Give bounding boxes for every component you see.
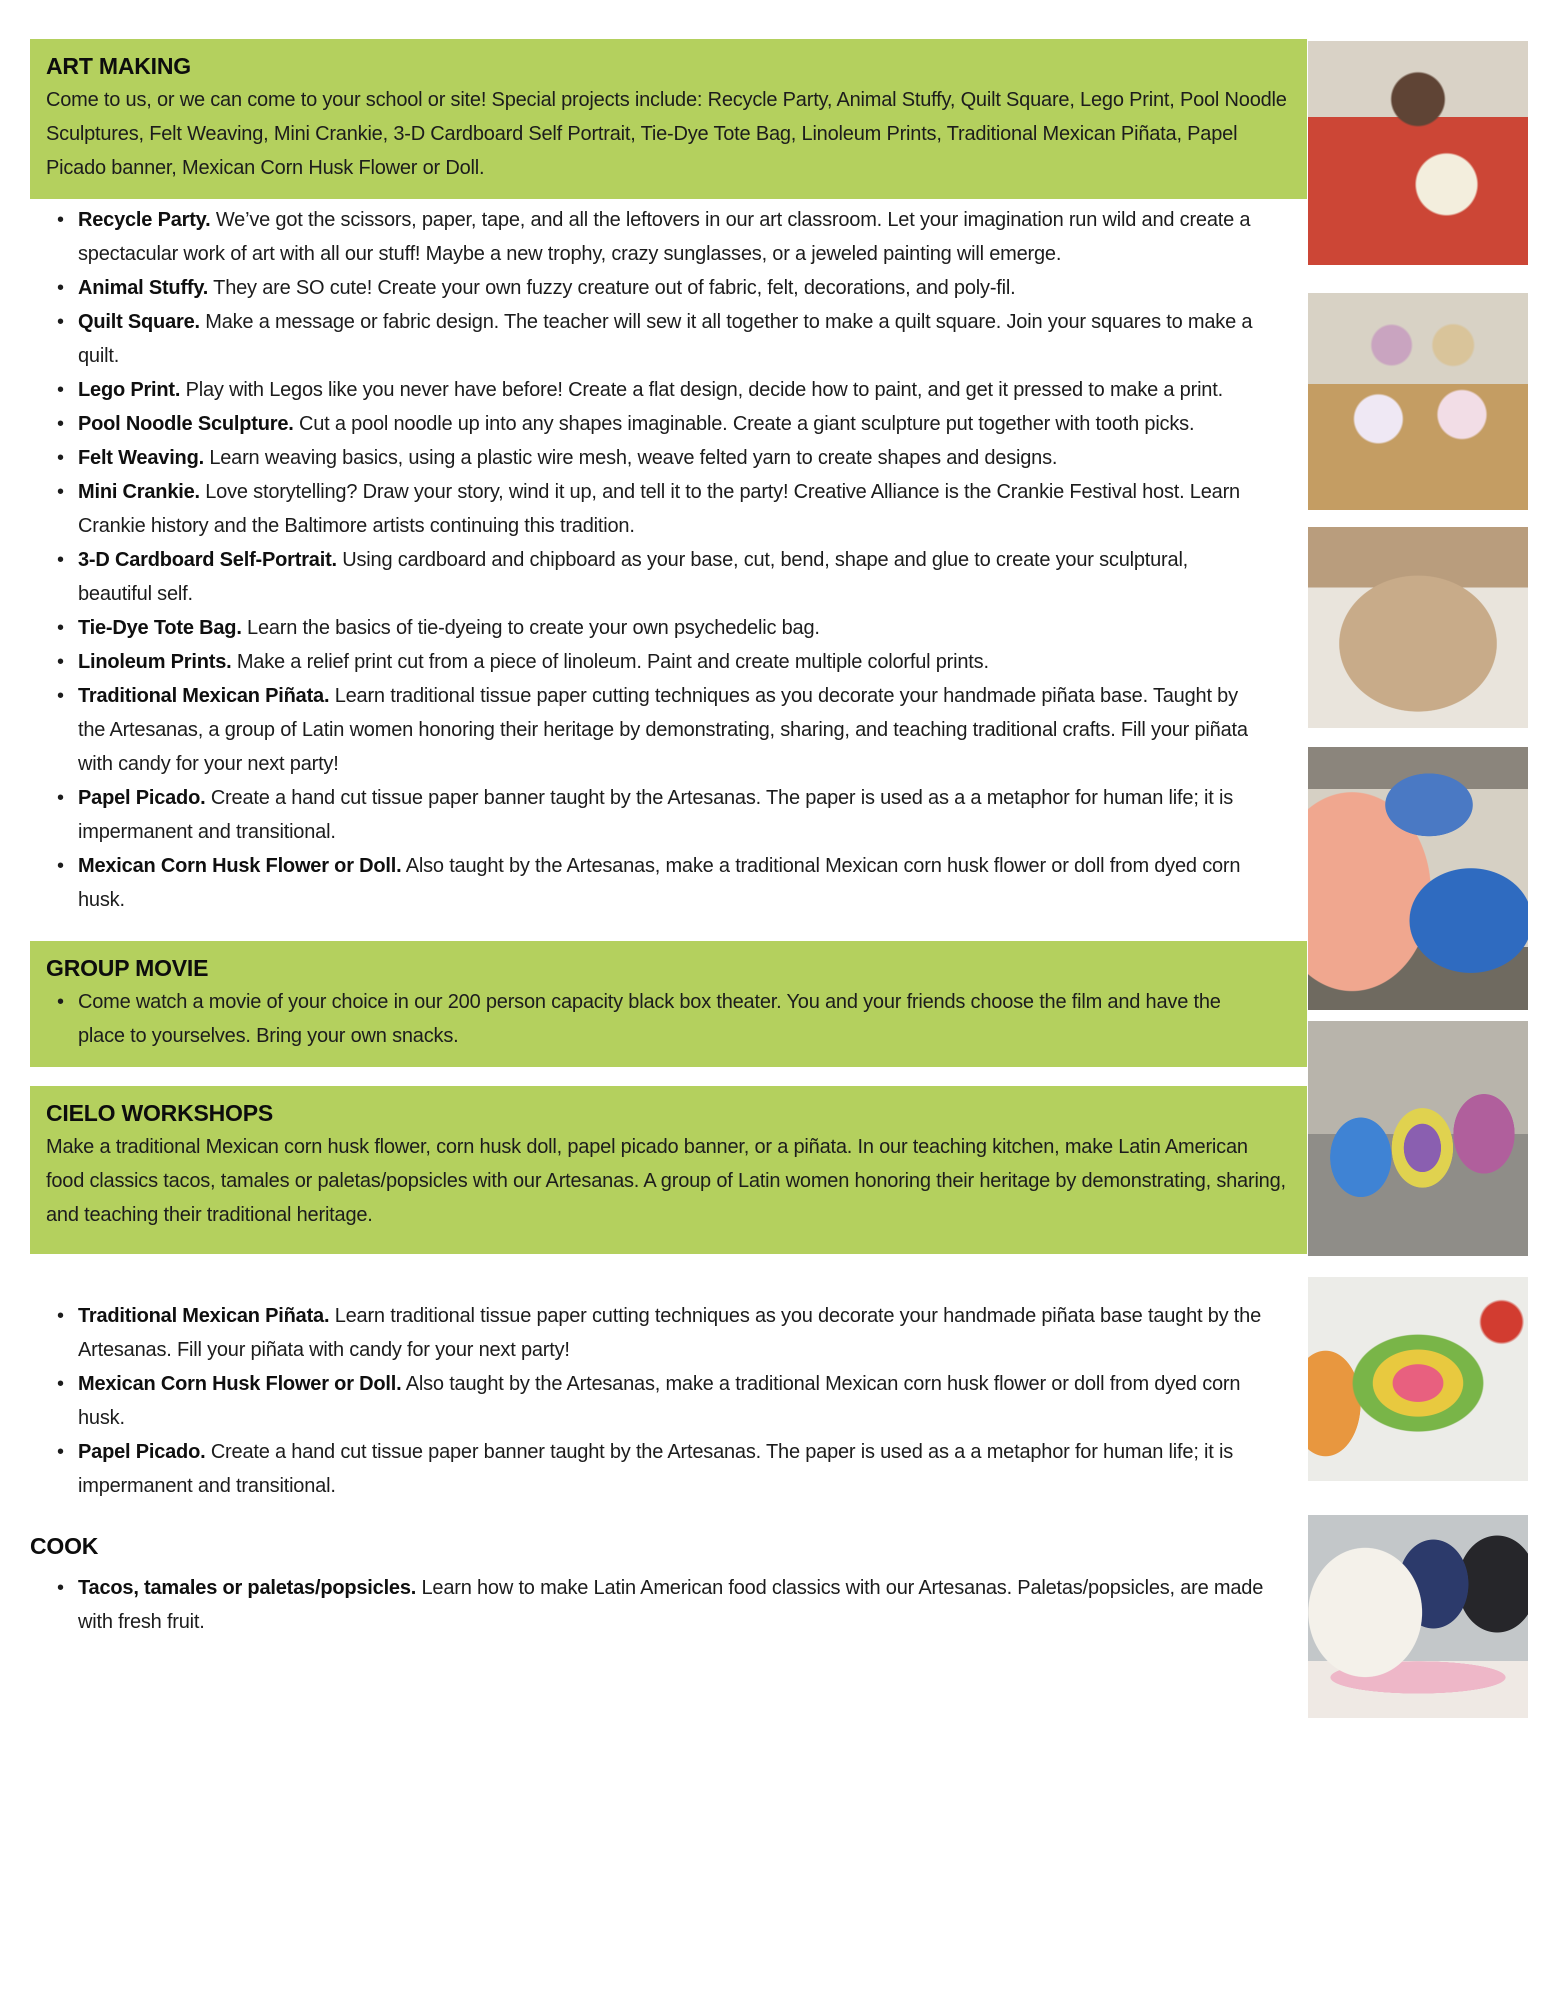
art-making-intro: Come to us, or we can come to your school or site! Special projects include: Recycle Party, Animal Stuffy, Quilt Square, Lego Print, Pool Noodle Sculptures, Felt Weaving, Mini Crankie, 3-D Cardboard Self Portrait, Tie-Dye Tote Bag, Linoleum Prints, Traditional Mexican Piñata, Papel Picado banner, Mexican Corn Husk Flower or Doll. xyxy=(46,89,1287,179)
photo-cooking-workshop xyxy=(1308,1515,1528,1718)
list-item xyxy=(78,305,1267,373)
text-column xyxy=(30,0,1307,1639)
section-group-movie xyxy=(30,941,1307,1067)
list-item xyxy=(78,781,1267,849)
list-item xyxy=(78,985,1267,1053)
list-item xyxy=(78,1571,1267,1639)
bullet-lead: Lego Print. xyxy=(78,379,181,401)
bullet-lead: Mexican Corn Husk Flower or Doll. xyxy=(78,1373,402,1395)
section-art-making xyxy=(30,39,1307,199)
bullet-lead: Traditional Mexican Piñata. xyxy=(78,1305,330,1327)
bullet-text: Cut a pool noodle up into any shapes imaginable. Create a giant sculpture put together with tooth picks. xyxy=(298,413,1195,435)
art-making-heading: ART MAKING xyxy=(46,53,191,79)
list-item xyxy=(78,407,1267,441)
bullet-lead: Felt Weaving. xyxy=(78,447,204,469)
bullet-lead: Mini Crankie. xyxy=(78,481,200,503)
list-item xyxy=(78,271,1267,305)
group-movie-bullet-list xyxy=(46,985,1287,1053)
list-item xyxy=(78,849,1267,917)
bullet-lead: Quilt Square. xyxy=(78,311,200,333)
list-item xyxy=(78,203,1267,271)
group-movie-heading: GROUP MOVIE xyxy=(46,955,209,981)
bullet-lead: Mexican Corn Husk Flower or Doll. xyxy=(78,855,402,877)
photo-cardboard-self-portrait xyxy=(1308,527,1528,728)
cielo-workshops-heading: CIELO WORKSHOPS xyxy=(46,1100,274,1126)
bullet-lead: Traditional Mexican Piñata. xyxy=(78,685,330,707)
bullet-text: Learn how to make Latin American food classics with our Artesanas. Paletas/popsicles, are made with fresh fruit. xyxy=(78,1577,1264,1633)
bullet-lead: Tie-Dye Tote Bag. xyxy=(78,617,242,639)
photo-felt-stuffy xyxy=(1308,41,1528,265)
bullet-lead: Tacos, tamales or paletas/popsicles. xyxy=(78,1577,417,1599)
bullet-text: Love storytelling? Draw your story, wind it up, and tell it to the party! Creative Alliance is the Crankie Festival host. Learn Crankie history and the Baltimore artists continuing this tradition. xyxy=(78,481,1240,537)
bullet-lead: Papel Picado. xyxy=(78,787,206,809)
list-item xyxy=(78,543,1267,611)
bullet-lead: Pool Noodle Sculpture. xyxy=(78,413,294,435)
bullet-text: Also taught by the Artesanas, make a traditional Mexican corn husk flower or doll from dyed corn husk. xyxy=(78,855,1241,911)
list-item xyxy=(78,1299,1267,1367)
bullet-text: Learn weaving basics, using a plastic wire mesh, weave felted yarn to create shapes and designs. xyxy=(209,447,1058,469)
section-cielo-workshops xyxy=(30,1086,1307,1254)
bullet-text: Learn traditional tissue paper cutting techniques as you decorate your handmade piñata base taught by the Artesanas. Fill your piñata with candy for your next party! xyxy=(78,1305,1262,1361)
list-item xyxy=(78,441,1267,475)
cook-heading: COOK xyxy=(30,1533,99,1559)
photo-linoleum-printing xyxy=(1308,747,1528,1010)
cielo-workshops-bullet-list xyxy=(30,1299,1307,1503)
bullet-text: Create a hand cut tissue paper banner taught by the Artesanas. The paper is used as a a metaphor for human life; it is impermanent and transitional. xyxy=(78,1441,1234,1497)
bullet-text: Learn traditional tissue paper cutting techniques as you decorate your handmade piñata base. Taught by the Artesanas, a group of Latin women honoring their heritage by demonstrating, sharing, and teaching traditional crafts. Fill your piñata with candy for your next party! xyxy=(78,685,1248,775)
list-item xyxy=(78,1435,1267,1503)
bullet-text: Also taught by the Artesanas, make a traditional Mexican corn husk flower or doll from dyed corn husk. xyxy=(78,1373,1241,1429)
cielo-workshops-intro: Make a traditional Mexican corn husk flower, corn husk doll, papel picado banner, or a piñata. In our teaching kitchen, make Latin American food classics tacos, tamales or paletas/popsicles with our Artesanas. A group of Latin women honoring their heritage by demonstrating, sharing, and teaching their traditional heritage. xyxy=(46,1136,1286,1226)
bullet-text: Using cardboard and chipboard as your base, cut, bend, shape and glue to create your sculptural, beautiful self. xyxy=(78,549,1189,605)
list-item xyxy=(78,1367,1267,1435)
list-item xyxy=(78,645,1267,679)
bullet-text: They are SO cute! Create your own fuzzy creature out of fabric, felt, decorations, and poly-fil. xyxy=(213,277,1016,299)
list-item xyxy=(78,611,1267,645)
list-item xyxy=(78,373,1267,407)
bullet-lead: Recycle Party. xyxy=(78,209,211,231)
photo-pinata-flowers xyxy=(1308,1277,1528,1481)
photo-tie-dye-bags xyxy=(1308,1021,1528,1256)
art-making-bullet-list xyxy=(30,203,1307,917)
bullet-lead: 3-D Cardboard Self-Portrait. xyxy=(78,549,337,571)
list-item xyxy=(78,679,1267,781)
bullet-text: Play with Legos like you never have before! Create a flat design, decide how to paint, and get it pressed to make a print. xyxy=(185,379,1223,401)
bullet-text: We’ve got the scissors, paper, tape, and all the leftovers in our art classroom. Let your imagination run wild and create a spectacular work of art with all our stuff! Maybe a new trophy, crazy sunglasses, or a jeweled painting will emerge. xyxy=(78,209,1251,265)
bullet-text: Learn the basics of tie-dyeing to create your own psychedelic bag. xyxy=(247,617,820,639)
bullet-text: Come watch a movie of your choice in our 200 person capacity black box theater. You and your friends choose the film and have the place to yourselves. Bring your own snacks. xyxy=(78,991,1221,1047)
bullet-text: Make a relief print cut from a piece of linoleum. Paint and create multiple colorful prints. xyxy=(236,651,989,673)
bullet-text: Create a hand cut tissue paper banner taught by the Artesanas. The paper is used as a a metaphor for human life; it is impermanent and transitional. xyxy=(78,787,1234,843)
bullet-lead: Linoleum Prints. xyxy=(78,651,232,673)
cook-bullet-list xyxy=(30,1571,1307,1639)
bullet-text: Make a message or fabric design. The teacher will sew it all together to make a quilt square. Join your squares to make a quilt. xyxy=(78,311,1253,367)
bullet-lead: Animal Stuffy. xyxy=(78,277,209,299)
list-item xyxy=(78,475,1267,543)
bullet-lead: Papel Picado. xyxy=(78,1441,206,1463)
photo-quilt-squares xyxy=(1308,293,1528,510)
